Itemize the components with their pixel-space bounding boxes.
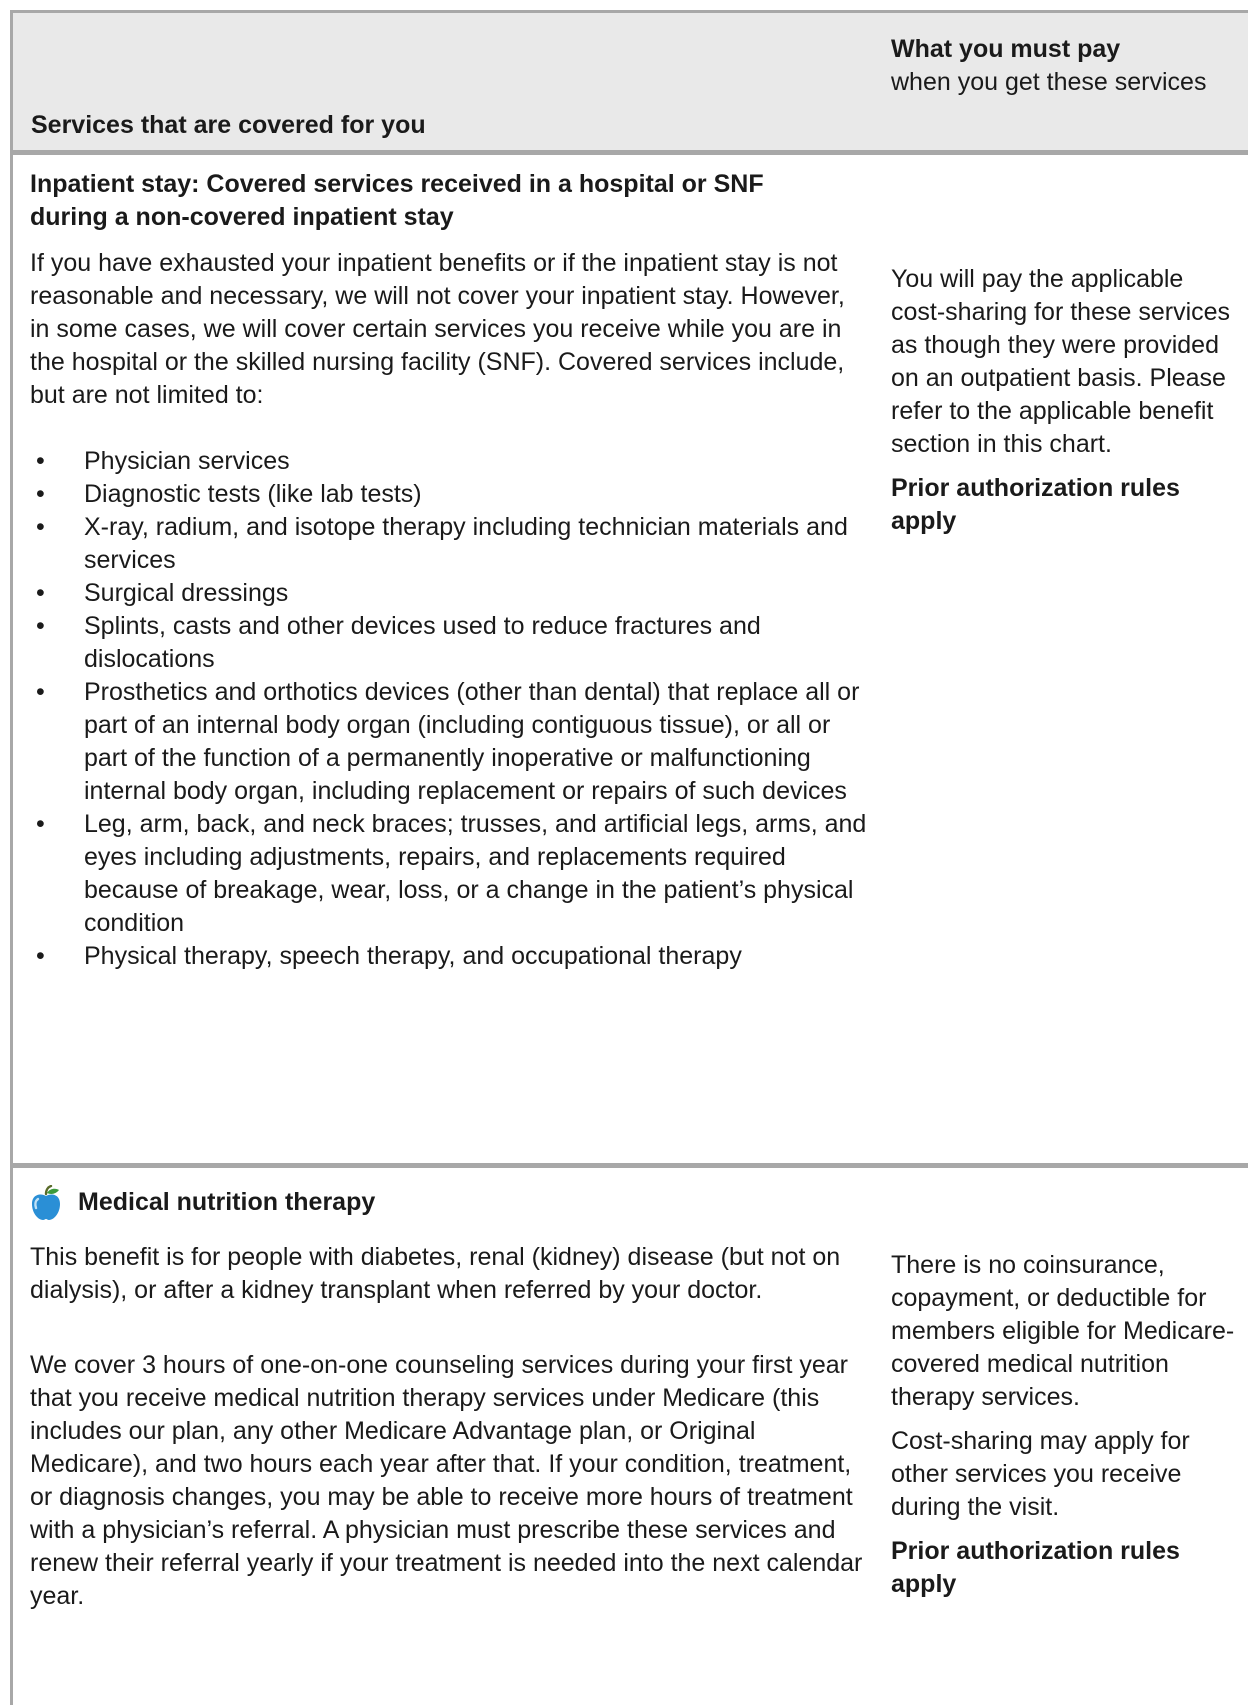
apple-icon <box>29 1185 63 1221</box>
nutrition-paragraph-2: We cover 3 hours of one-on-one counseling services during your first year that you receive medical nutrition therapy services under Medicare (this includes our plan, any other Medicare Advantage plan, or Original Medicare), and two hours each year after that. If your condition, treatment, or diagnosis changes, you may be able to receive more hours of treatment with a physician’s referral. A physician must prescribe these services and renew their referral yearly if your treatment is needed into the next calendar year. <box>30 1351 863 1610</box>
list-item: • Surgical dressings <box>30 577 870 610</box>
header-services-label: Services that are covered for you <box>31 111 426 139</box>
list-item: • Leg, arm, back, and neck braces; trusses, and artificial legs, arms, and eyes including adjustments, repairs, and replacements required because of breakage, wear, loss, or a change in the patient’s physical condition <box>30 808 870 940</box>
payment-text: You will pay the applicable cost-sharing for these services as though they were provided on an outpatient basis. Please refer to the applicable benefit section in this chart. <box>891 265 1231 458</box>
header-payment-label <box>891 33 1248 99</box>
list-item: • Prosthetics and orthotics devices (other than dental) that replace all or part of an internal body organ (including contiguous tissue), or all or part of the function of a permanently inoperative or malfunctioning internal body organ, including replacement or repairs of such devices <box>30 676 870 808</box>
payment-nutrition <box>891 1249 1241 1612</box>
list-item: • X-ray, radium, and isotope therapy including technician materials and services <box>30 511 870 577</box>
header-payment-bold: What you must pay <box>891 35 1121 63</box>
section-title-nutrition: Medical nutrition therapy <box>78 1188 376 1216</box>
section-title-inpatient: Inpatient stay: Covered services received in a hospital or SNF during a non-covered inpatient stay <box>30 170 764 231</box>
covered-services-list <box>30 445 870 973</box>
table-left-border <box>10 10 13 1705</box>
nutrition-paragraph-1: This benefit is for people with diabetes, renal (kidney) disease (but not on dialysis), or after a kidney transplant when referred by your doctor. <box>30 1243 841 1304</box>
row-divider <box>13 1163 1248 1168</box>
list-item: • Diagnostic tests (like lab tests) <box>30 478 870 511</box>
payment-text-secondary: Cost-sharing may apply for other services you receive during the visit. <box>891 1427 1190 1521</box>
table-header <box>13 13 1248 155</box>
list-item: • Physical therapy, speech therapy, and occupational therapy <box>30 940 870 973</box>
list-item: • Physician services <box>30 445 870 478</box>
header-payment-text: when you get these services <box>891 68 1207 96</box>
prior-auth-note: Prior authorization rules apply <box>891 474 1180 535</box>
list-item: • Splints, casts and other devices used to reduce fractures and dislocations <box>30 610 870 676</box>
payment-inpatient <box>891 263 1241 549</box>
section-intro-inpatient: If you have exhausted your inpatient benefits or if the inpatient stay is not reasonable and necessary, we will not cover your inpatient stay. However, in some cases, we will cover certain services you receive while you are in the hospital or the skilled nursing facility (SNF). Covered services include, but are not limited to: <box>30 249 845 409</box>
payment-text: There is no coinsurance, copayment, or deductible for members eligible for Medicare-covered medical nutrition therapy services. <box>891 1251 1235 1411</box>
prior-auth-note: Prior authorization rules apply <box>891 1537 1180 1598</box>
